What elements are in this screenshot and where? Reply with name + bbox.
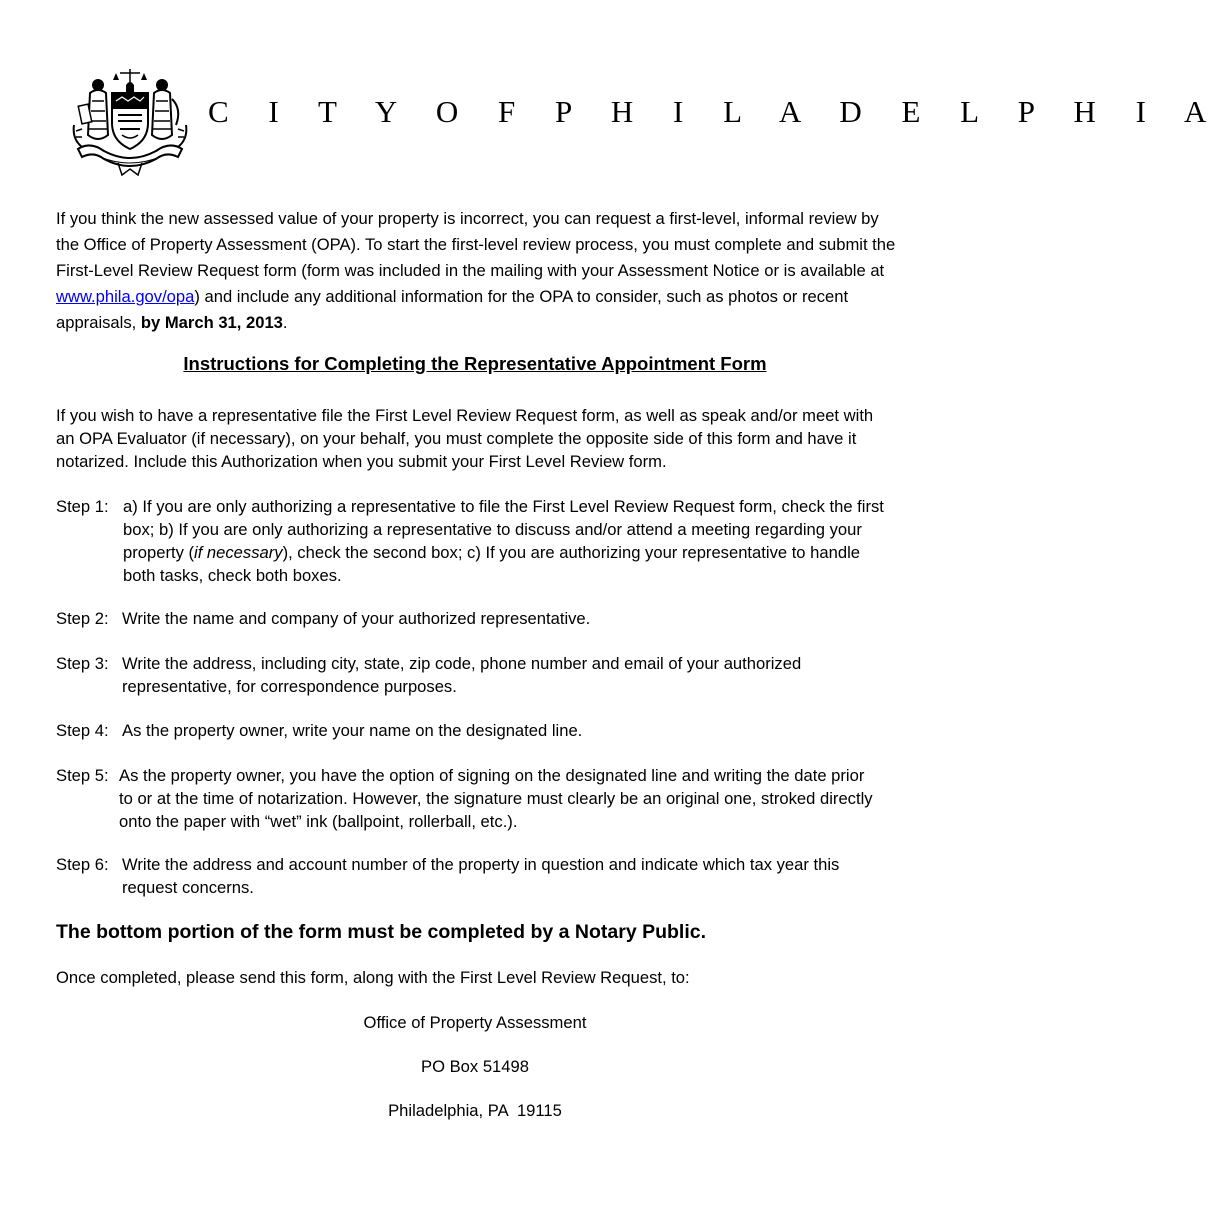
step-1 [56, 495, 891, 587]
step-3 [56, 652, 891, 698]
step-label: Step 2: [56, 609, 109, 628]
city-title: C I T Y O F P H I L A D E L P H I A [208, 94, 1222, 129]
address-line-2: PO Box 51498 [421, 1057, 529, 1076]
deadline-text: by March 31, 2013 [140, 313, 283, 332]
step-2 [56, 607, 891, 631]
step-text: As the property owner, write your name on the designated line. [122, 721, 583, 740]
city-seal-icon [70, 65, 190, 177]
step-1-text-a: a) If you are only authorizing a representative to file the First Level Review Request form, check the first box; b) If you are only authorizing a representative to discuss and/or attend a meeting regarding your property ( [123, 497, 884, 562]
step-4 [56, 719, 891, 743]
step-label: Step 3: [56, 654, 109, 673]
step-label: Step 4: [56, 721, 109, 740]
intro-period: . [282, 313, 288, 332]
address-line-3: Philadelphia, PA 19115 [388, 1101, 562, 1120]
intro-text: If you think the new assessed value of your property is incorrect, you can request a first-level, informal review by the Office of Property Assessment (OPA). To start the first-level review process, you must complete and submit the First-Level Review Request form (form was included in the mailing with your Assessment Notice or is available at [56, 209, 896, 280]
step-1-text-italic: if necessary [194, 543, 283, 562]
step-text: As the property owner, you have the option of signing on the designated line and writing the date prior to or at the time of notarization. However, the signature must clearly be an original one, stroked directly onto the paper with “wet” ink (ballpoint, rollerball, etc.). [119, 766, 873, 831]
step-5 [56, 764, 891, 834]
step-text: Write the name and company of your authorized representative. [122, 609, 591, 628]
instructions-heading: Instructions for Completing the Representative Appointment Form [183, 353, 767, 374]
notary-note: The bottom portion of the form must be completed by a Notary Public. [56, 921, 707, 943]
representative-paragraph: If you wish to have a representative file the First Level Review Request form, as well as speak and/or meet with an OPA Evaluator (if necessary), on your behalf, you must complete the opposite side of this form and have it notarized. Include this Authorization when you submit your First Level Review form. [56, 406, 874, 471]
intro-text-continued: ) and include any additional information for the OPA to consider, such as photos or recent appraisals, [56, 287, 849, 332]
opa-website-link[interactable]: www.phila.gov/opa [56, 287, 195, 306]
step-label: Step 5: [56, 766, 109, 785]
step-1-text-b: ), check the second box; c) If you are authorizing your representative to handle both tasks, check both boxes. [123, 543, 860, 585]
step-6 [56, 853, 891, 899]
step-text: Write the address, including city, state, zip code, phone number and email of your authorized representative, for correspondence purposes. [122, 654, 802, 696]
step-label: Step 6: [56, 855, 109, 874]
step-text [123, 495, 891, 587]
step-text: Write the address and account number of the property in question and indicate which tax year this request concerns. [122, 855, 840, 897]
step-label: Step 1: [56, 497, 109, 516]
intro-paragraph [56, 206, 901, 336]
address-line-1: Office of Property Assessment [363, 1013, 587, 1032]
send-instruction: Once completed, please send this form, along with the First Level Review Request, to: [56, 968, 690, 987]
